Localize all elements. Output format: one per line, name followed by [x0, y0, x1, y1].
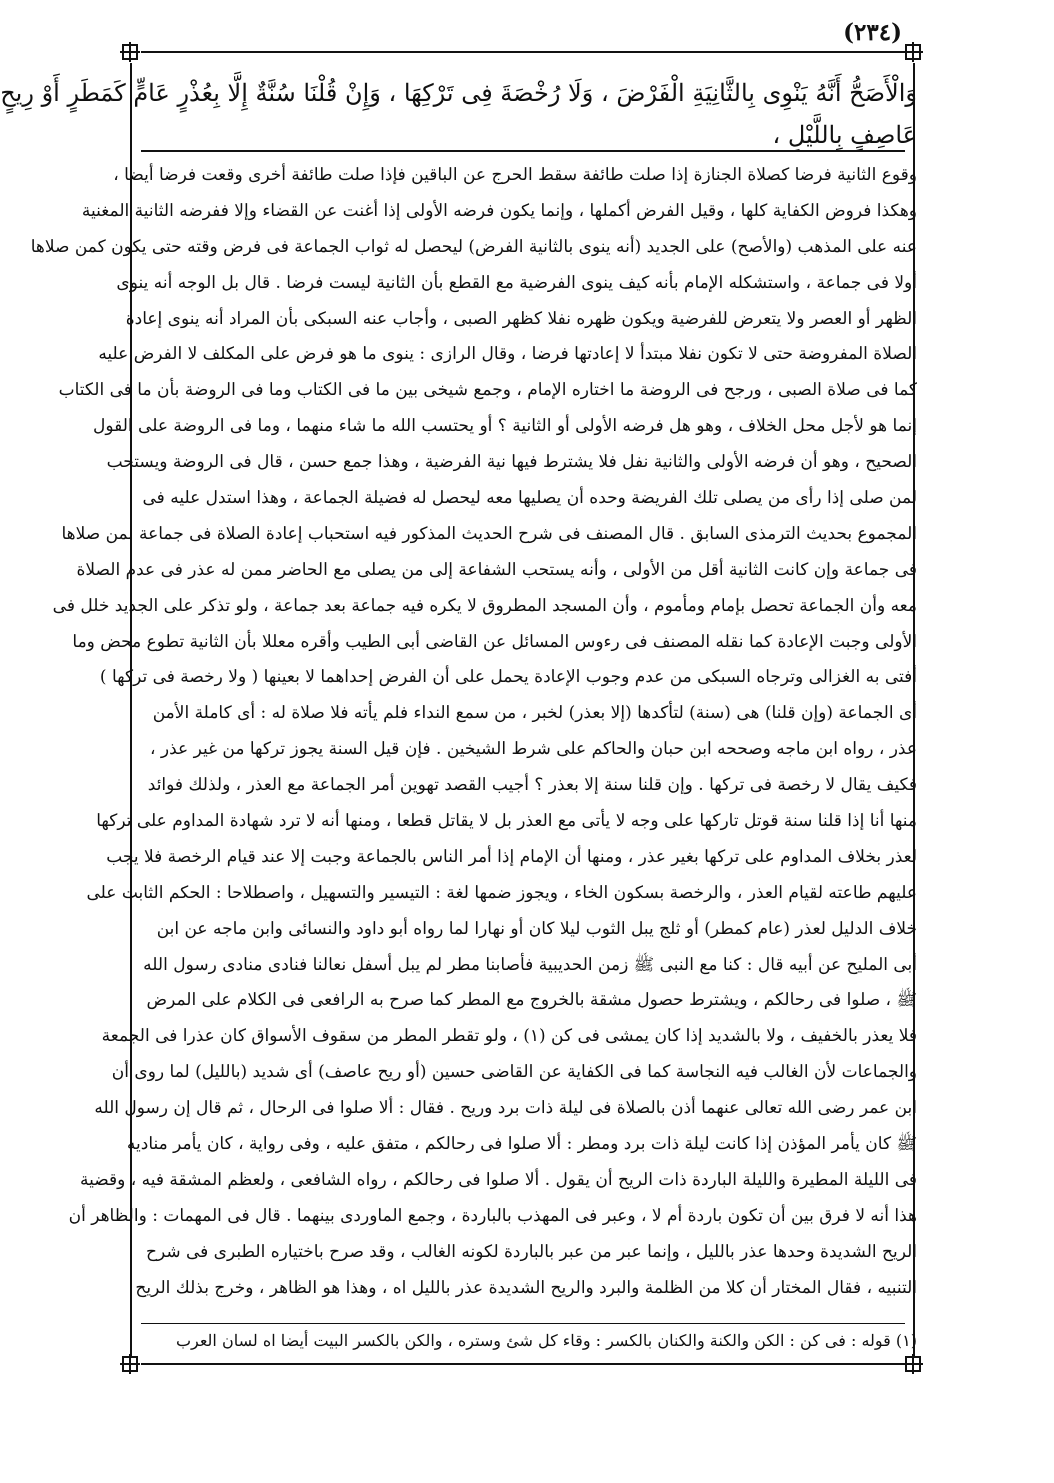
commentary-line: إنما هو لأجل محل الخلاف ، وهو هل فرضه الأولى أو الثانية ؟ أو يحتسب الله ما شاء منهما ، وما فى الروضة على القول [93, 416, 917, 437]
commentary-line: الظهر أو العصر ولا يتعرض للفرضية ويكون ظهره نفلا كظهر الصبى ، وأجاب عنه السبكى بأن المراد أنه ينوى إعادة [125, 308, 917, 329]
commentary-line: وهكذا فروض الكفاية كلها ، وقيل الفرض أكملها ، وإنما يكون فرضه الأولى إذا أغنت عن القضاء وإلا ففرضه الثانية المغنية [81, 200, 917, 221]
commentary-line: منها أنا إذا قلنا سنة قوتل تاركها على وجه لا يأتى مع العذر بل لا يقاتل قطعا ، ومنها أنه لا ترد شهادة المداوم على تركها [96, 811, 917, 832]
corner-ornament-icon [122, 44, 138, 60]
commentary-line: الريح الشديدة وحدها عذر بالليل ، وإنما عبر من عبر بالباردة لكونه الغالب ، وقد صرح باختياره الطبرى فى شرح [145, 1241, 917, 1262]
commentary-line: والجماعات لأن الغالب فيه النجاسة كما فى الكفاية عن القاضى حسين (أو ريح عاصف) أى شديد (بالليل) لما روى أن [111, 1062, 917, 1083]
matn-separator [141, 150, 905, 152]
commentary-text [30, 158, 917, 1307]
commentary-line: هذا أنه لا فرق بين أن تكون باردة أم لا ، وعبر فى المهذب بالباردة ، وجمع الماوردى بينهما . قال فى المهمات : والظاهر أن [68, 1205, 917, 1226]
commentary-line: فكيف يقال لا رخصة فى تركها . وإن قلنا سنة إلا بعذر ؟ أجيب القصد تهوين أمر الجماعة مع العذر ، ولذلك فوائد [147, 775, 917, 796]
commentary-line: ابن عمر رضى الله تعالى عنهما أذن بالصلاة فى ليلة ذات برد وريح . فقال : ألا صلوا فى الرحال ، ثم قال إن رسول الله [94, 1098, 917, 1119]
footnote-separator [141, 1323, 905, 1324]
commentary-line: ﷺ ، صلوا فى رحالكم ، ويشترط حصول مشقة بالخروج مع المطر كما صرح به الرافعى فى الكلام على المرض [146, 990, 917, 1011]
commentary-line: لعذر بخلاف المداوم على تركها بغير عذر ، ومنها أن الإمام إذا أمر الناس بالجماعة وجبت إلا عند قيام الرخصة فلا يجب [106, 846, 917, 867]
commentary-line: ﷺ كان يأمر المؤذن إذا كانت ليلة ذات برد ومطر : ألا صلوا فى رحالكم ، متفق عليه ، وفى رواية ، كان يأمر مناديه [126, 1134, 917, 1155]
corner-ornament-icon [122, 1356, 138, 1372]
bottom-frame-rule [141, 1363, 905, 1365]
top-frame-rule [141, 51, 905, 53]
footnote: (١) قوله : فى كن : الكن والكنة والكنان بالكسر : وقاء كل شئ وستره ، والكن بالكسر البيت أيضا اه لسان العرب [175, 1330, 917, 1350]
page-number: (٢٣٤) [843, 19, 902, 46]
commentary-line: الصلاة المفروضة حتى لا تكون نفلا مبتدأ لا إعادتها فرضا ، وقال الرازى : ينوى ما هو فرض على المكلف لا الفرض عليه [98, 344, 917, 365]
commentary-line: خلاف الدليل لعذر (عام كمطر) أو ثلج يبل الثوب ليلا كان أو نهارا لما رواه أبو داود والنسائى وابن ماجه عن ابن [156, 918, 917, 939]
commentary-line: الصحيح ، وهو أن فرضه الأولى والثانية نفل فلا يشترط فيها نية الفرضية ، وهذا جمع حسن ، قال فى الروضة ويستحب [106, 452, 917, 473]
commentary-line: وقوع الثانية فرضا كصلاة الجنازة إذا صلت طائفة سقط الحرج عن الباقين فإذا صلت طائفة أخرى وقعت فرضا أيضا ، [113, 165, 917, 185]
matn-text [0, 72, 917, 156]
commentary-line: أى الجماعة (وإن قلنا) هى (سنة) لتأكدها (إلا بعذر) لخبر ، من سمع النداء فلم يأته فلا صلاة له : أى كاملة الأمن [152, 703, 917, 724]
corner-ornament-icon [905, 44, 921, 60]
commentary-line: عنه على المذهب (والأصح) على الجديد (أنه ينوى بالثانية الفرض) ليحصل له ثواب الجماعة فى فرض وقته حتى يكون كمن صلاها [30, 236, 917, 257]
commentary-line: عذر ، رواه ابن ماجه وصححه ابن حبان والحاكم على شرط الشيخين . فإن قيل السنة يجوز تركها من غير عذر ، [150, 739, 917, 760]
commentary-line: أبى المليح عن أبيه قال : كنا مع النبى ﷺ زمن الحديبية فأصابنا مطر لم يبل أسفل نعالنا فنادى منادى رسول الله [143, 954, 917, 975]
commentary-line: كما فى صلاة الصبى ، ورجح فى الروضة ما اختاره الإمام ، وجمع شيخى بين ما فى الكتاب وما فى الروضة بأن ما فى الكتاب [58, 380, 917, 401]
commentary-line: فى جماعة وإن كانت الثانية أقل من الأولى ، وأنه يستحب الشفاعة إلى من يصلى مع الحاضر ممن له عذر فى عدم الصلاة [76, 559, 917, 580]
commentary-line: لمن صلى إذا رأى من يصلى تلك الفريضة وحده أن يصليها معه ليحصل له فضيلة الجماعة ، وهذا استدل عليه فى [142, 488, 917, 509]
corner-ornament-icon [905, 1356, 921, 1372]
matn-line-2: عَاصِفٍ بِاللَّيْلِ ، [772, 121, 917, 149]
commentary-line: فى الليلة المطيرة والليلة الباردة ذات الريح أن يقول . ألا صلوا فى رحالكم ، رواه الشافعى ، ولعظم المشقة فيه ، وقضية [79, 1169, 917, 1190]
commentary-line: فلا يعذر بالخفيف ، ولا بالشديد إذا كان يمشى فى كن (١) ، ولو تقطر المطر من سقوف الأسواق كان عذرا فى الجمعة [101, 1026, 917, 1047]
commentary-line: معه وأن الجماعة تحصل بإمام ومأموم ، وأن المسجد المطروق لا يكره فيه جماعة بعد جماعة ، ولو تذكر على الجديد خلل فى [52, 595, 917, 616]
matn-line-1: وَالْأَصَحُّ أَنَّهُ يَنْوِى بِالثَّانِيَةِ الْفَرْضَ ، وَلَا رُخْصَةَ فِى تَرْكِهَا ، وَإِنْ قُلْنَا سُنَّةٌ إِلَّا بِعُذْرٍ عَامٍّ كَمَطَرٍ أَوْ رِيحٍ [0, 79, 917, 107]
commentary-line: التنبيه ، فقال المختار أن كلا من الظلمة والبرد والريح الشديدة عذر بالليل اه ، وهذا هو الظاهر ، وخرج بذلك الريح [135, 1277, 917, 1298]
commentary-line: أولا فى جماعة ، واستشكله الإمام بأنه كيف ينوى الفرضية مع القطع بأن الثانية ليست فرضا . قال بل الوجه أنه ينوى [116, 272, 917, 293]
commentary-line: المجموع بحديث الترمذى السابق . قال المصنف فى شرح الحديث المذكور فيه استحباب إعادة الصلاة فى جماعة لمن صلاها [61, 523, 917, 544]
commentary-line: أفتى به الغزالى وترجاه السبكى من عدم وجوب الإعادة يحمل على أن الفرض إحداهما لا بعينها ( ولا رخصة فى تركها ) [99, 667, 917, 688]
commentary-line: عليهم طاعته لقيام العذر ، والرخصة بسكون الخاء ، ويجوز ضمها لغة : التيسير والتسهيل ، واصطلاحا : الحكم الثابت على [86, 882, 917, 903]
commentary-line: الأولى وجبت الإعادة كما نقله المصنف فى رءوس المسائل عن القاضى أبى الطيب وأقره معللا بأن الثانية تطوع محض وما [72, 631, 917, 652]
